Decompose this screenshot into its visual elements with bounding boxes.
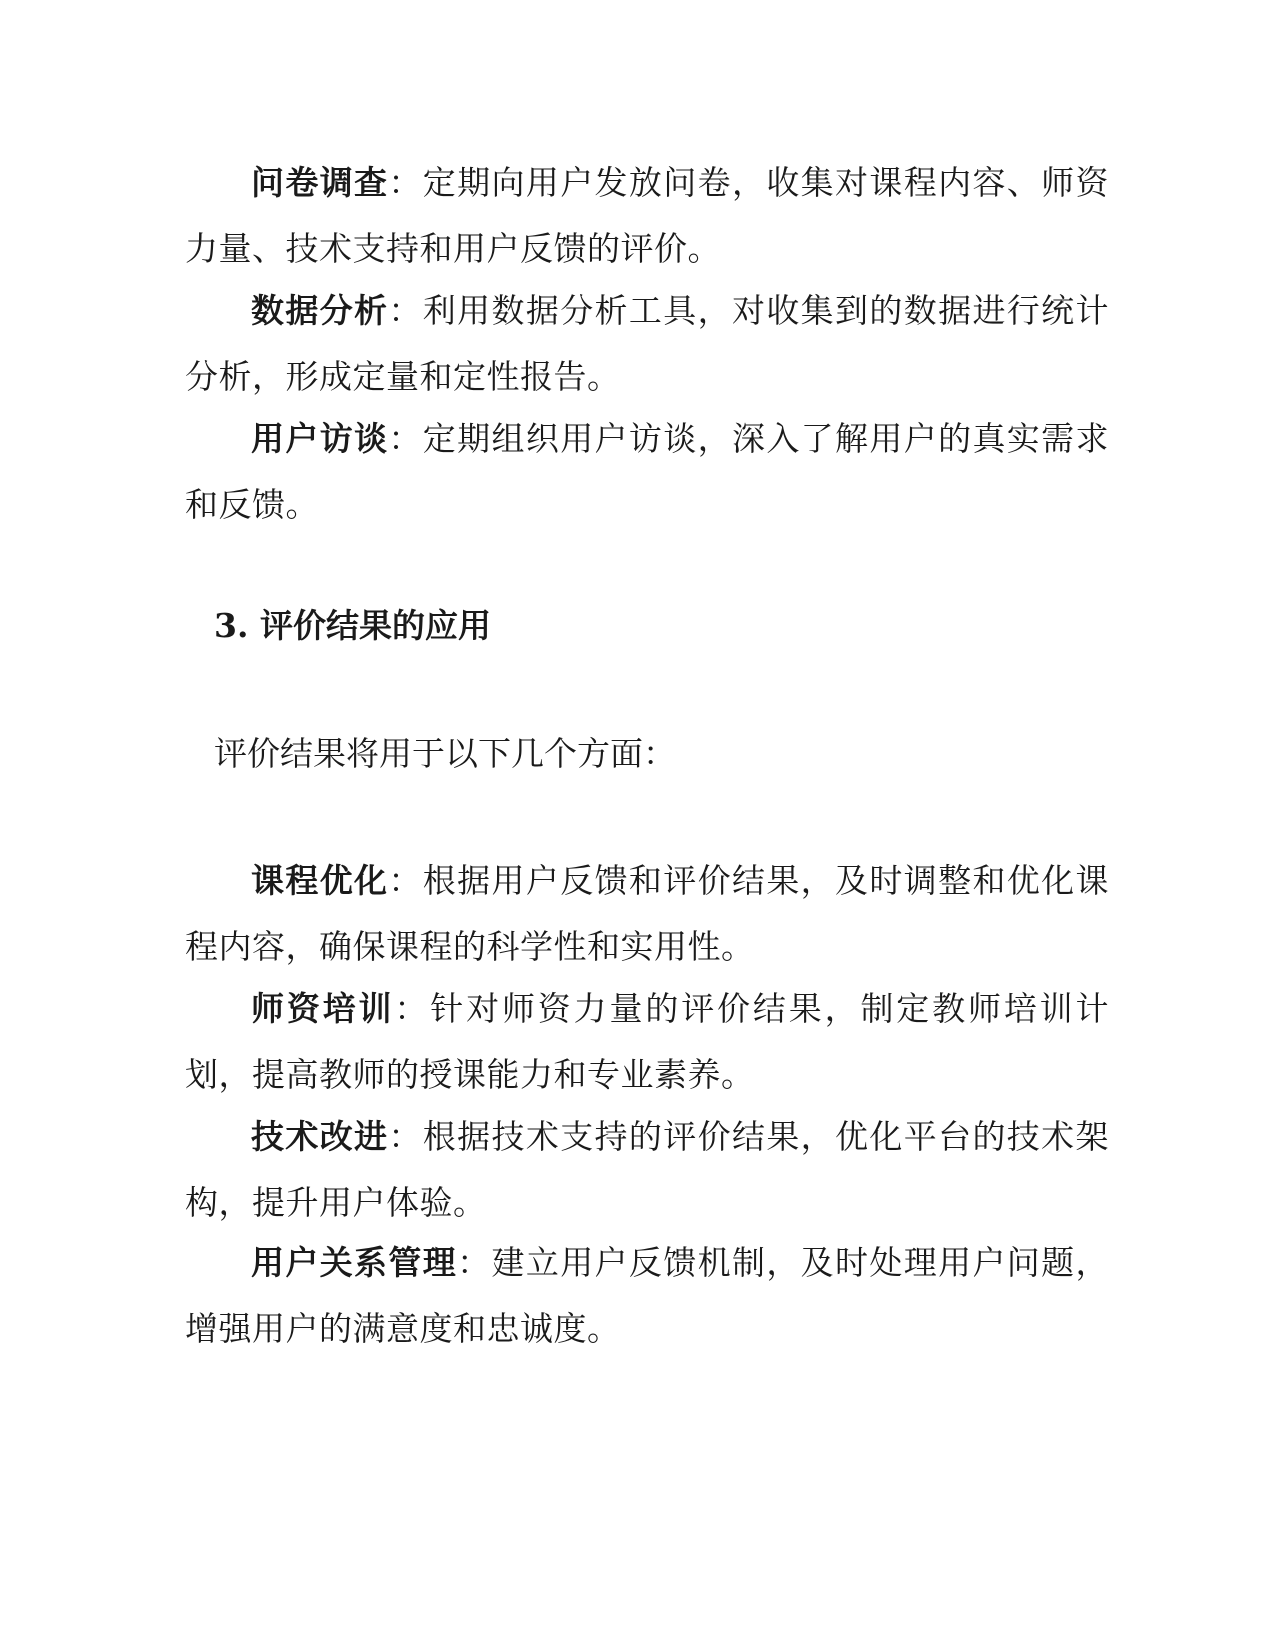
term-questionnaire: 问卷调查 <box>251 163 389 202</box>
term-separator: ： <box>388 163 423 202</box>
paragraph-teacher-training <box>185 976 1109 1108</box>
term-user-relationship: 用户关系管理 <box>251 1243 458 1282</box>
term-separator: ： <box>388 1117 423 1156</box>
term-tech-improvement: 技术改进 <box>251 1117 389 1156</box>
paragraph-questionnaire <box>185 150 1109 282</box>
term-teacher-training: 师资培训 <box>251 989 395 1028</box>
paragraph-data-analysis <box>185 278 1109 410</box>
term-user-interview: 用户访谈 <box>251 419 389 458</box>
paragraph-course-optimization <box>185 848 1109 980</box>
term-data-analysis: 数据分析 <box>251 291 389 330</box>
paragraph-text: 根据用户反馈和评价结果，及时调整和优化课程内容，确保课程的科学性和实用性。 <box>185 861 1110 966</box>
paragraph-text: 定期向用户发放问卷，收集对课程内容、师资力量、技术支持和用户反馈的评价。 <box>185 163 1110 268</box>
paragraph-tech-improvement <box>185 1104 1109 1236</box>
paragraph-text: 建立用户反馈机制，及时处理用户问题，增强用户的满意度和忠诚度。 <box>185 1243 1110 1348</box>
section-heading: 3. 评价结果的应用 <box>214 606 491 645</box>
section-intro: 评价结果将用于以下几个方面： <box>214 734 676 773</box>
term-separator: ： <box>394 989 431 1028</box>
term-separator: ： <box>388 861 423 900</box>
term-separator: ： <box>388 291 423 330</box>
term-separator: ： <box>388 419 423 458</box>
term-course-optimization: 课程优化 <box>251 861 389 900</box>
paragraph-user-interview <box>185 406 1109 538</box>
paragraph-text: 利用数据分析工具，对收集到的数据进行统计分析，形成定量和定性报告。 <box>185 291 1110 396</box>
paragraph-text: 针对师资力量的评价结果，制定教师培训计划，提高教师的授课能力和专业素养。 <box>185 989 1110 1094</box>
paragraph-text: 根据技术支持的评价结果，优化平台的技术架构，提升用户体验。 <box>185 1117 1110 1222</box>
paragraph-user-relationship <box>185 1230 1109 1362</box>
paragraph-text: 定期组织用户访谈，深入了解用户的真实需求和反馈。 <box>185 419 1110 524</box>
term-separator: ： <box>457 1243 492 1282</box>
